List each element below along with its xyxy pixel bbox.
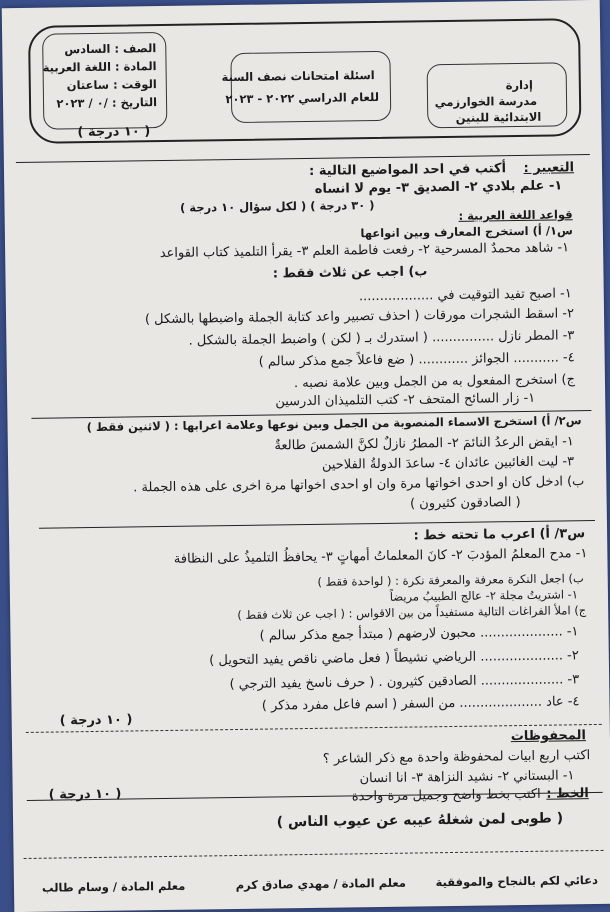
question-3-c3: ٣- .................... الصادقين كثيرون . ( حرف ناسخ يفيد الترجي ) <box>229 672 580 693</box>
essay-grade: ( ١٠ درجة ) <box>77 124 151 141</box>
handwriting-sentence: ( طوبى لمن شغلهُ عيبه عن عيوب الناس ) <box>276 810 564 831</box>
essay-instruction: أكتب في احد المواضيع التالية : <box>309 161 507 179</box>
question-3-c4: ٤- عاد .................... من السفر ( اسم فاعل مفرد مذكر ) <box>261 694 580 714</box>
grammar-grade: ( ٣٠ درجة ) ( لكل سؤال ١٠ درجة ) <box>179 198 375 215</box>
question-3-b-sentences: ١- اشتريتُ مجلة ٢- عالج الطبيبُ مريضاً <box>389 587 579 604</box>
question-2-sentences-a: ١- ايقض الرعدُ النائمَ ٢- المطرُ نازلٌ لكنَّ الشمسَ طالعةٌ <box>274 434 574 454</box>
question-3-sentences: ١- مدح المعلمُ المؤدبَ ٢- كانَ المعلماتُ أمهاتٍ ٣- يحافظُ التلميذُ على النظافة <box>173 546 588 567</box>
exam-title: اسئلة امتحانات نصف السنة <box>221 68 375 85</box>
question-3-c2: ٢- .................... الرياضي نشيطاً ( فعل ماضي ناقص يفيد التحويل ) <box>209 648 579 669</box>
grammar-title: قواعد اللغة العربية : <box>458 207 573 223</box>
question-3-c1: ١- .................... محبون لارضهم ( مبتدأ جمع مذكر سالم ) <box>259 624 579 644</box>
question-2-part-b: ب) ادخل كان او احدى اخواتها مرة وان او احدى اخواتها مرة اخرى على هذه الجملة . <box>133 474 585 496</box>
exam-duration: الوقت : ساعتان <box>66 77 157 93</box>
question-3-head: س٣/ أ) اعرب ما تحته خط : <box>413 526 586 544</box>
exam-date: التاريخ : /٠ / ٢٠٢٣ <box>56 95 158 111</box>
question-3-part-c: ج) املأ الفراغات التالية مستفيداً من بين الاقواس : ( اجب عن ثلاث فقط ) <box>237 603 587 622</box>
exam-paper <box>2 0 610 912</box>
handwriting-instruction: اكتب بخط واضح وجميل مرة واحدة <box>351 786 541 805</box>
divider <box>24 850 604 859</box>
question-2-sentence: ( الصادقون كثيرون ) <box>409 495 521 512</box>
question-2-sentences-b: ٣- ليت الغائبين عائدان ٤- ساعدَ الدولةُ الفلاحين <box>321 454 575 473</box>
question-1-b1: ١- اصبح تفيد التوقيت في .................. <box>358 286 572 305</box>
school-name: مدرسة الخوارزمي <box>434 93 538 110</box>
teacher-signature-1: معلم المادة / مهدي صادق كرم <box>235 875 407 893</box>
school-stage: الابتدائية للبنين <box>455 109 542 125</box>
exam-class: الصف : السادس <box>64 41 157 57</box>
handwriting-grade: ( ١٠ درجة ) <box>48 786 122 803</box>
memorization-grade: ( ١٠ درجة ) <box>59 712 133 729</box>
essay-title: التعبير : <box>523 160 575 176</box>
question-1-b3: ٣- المطر نازل ............... ( استدرك بـ ( لكن ) واضبط الجملة بالشكل . <box>188 328 575 349</box>
memorization-poems: ١- البستاني ٢- نشيد النزاهة ٣- انا انسان <box>359 768 575 787</box>
memorization-title: المحفوظات <box>510 728 587 745</box>
closing-wish: دعائي لكم بالنجاح والموفقية <box>435 872 599 890</box>
question-1-b4: ٤- ........... الجوائز ............ ( ضع فاعلاً جمع مذكر سالم ) <box>258 350 575 370</box>
question-1-sentences: ١- شاهد محمدٌ المسرحية ٢- رفعت فاطمة العلم ٣- يقرأ التلميذ كتاب القواعد <box>159 240 570 262</box>
essay-topics: ١- علم بلادي ٢- الصديق ٣- يوم لا انساه <box>314 178 563 197</box>
exam-subject: المادة : اللغة العربية <box>42 59 157 75</box>
administration-label: إدارة <box>505 77 533 93</box>
question-1-b2: ٢- اسقط الشجرات مورقات ( احذف تصبير واعد كتابة الجملة واضبطها بالشكل ) <box>144 306 575 328</box>
question-3-part-b: ب) اجعل النكرة معرفة والمعرفة نكرة : ( لواحدة فقط ) <box>317 571 584 589</box>
question-1-part-c: ج) استخرج المفعول به من الجمل وبين علامة نصبه . <box>293 372 576 392</box>
academic-year: للعام الدراسي ٢٠٢٢ - ٢٠٢٣ <box>225 89 380 107</box>
question-1-part-b: ب) اجب عن ثلاث فقط : <box>272 264 428 282</box>
handwriting-title: الخط : <box>546 786 589 802</box>
memorization-instruction: اكتب اربع ابيات لمحفوظة واحدة مع ذكر الشاعر ؟ <box>322 748 591 767</box>
question-1-c-sentences: ١- زار السائح المتحف ٢- كتب التلميذان الدرسين <box>275 390 536 410</box>
teacher-signature-2: معلم المادة / وسام طالب <box>41 878 186 895</box>
question-1-head: س١/ أ) استخرج المعارف وبين انواعها <box>360 223 573 241</box>
exam-title-box <box>230 51 391 123</box>
question-2-head: س٢/ أ) استخرج الاسماء المنصوبة من الجمل وبين نوعها وعلامة اعرابها : ( لاثنين فقط ) <box>86 413 582 435</box>
